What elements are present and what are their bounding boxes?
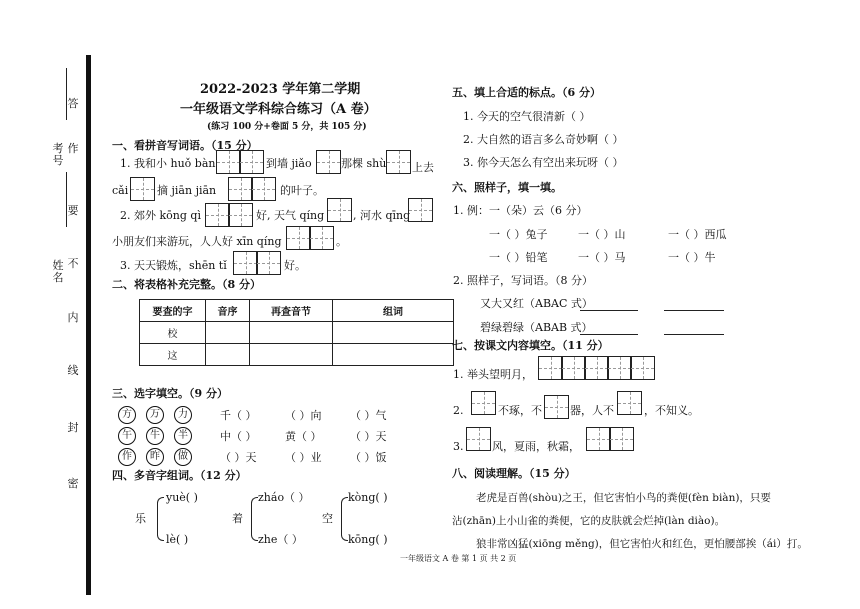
tianzige-box[interactable] — [471, 391, 496, 415]
measure-item: 一（ ）马 — [578, 251, 626, 264]
char-circle: 午 — [118, 427, 136, 445]
dictionary-table — [139, 299, 454, 366]
punct-item: 3. 你今天怎么有空出来玩呀（ ） — [463, 156, 624, 169]
punct-item: 2. 大自然的语言多么奇妙啊（ ） — [463, 133, 624, 146]
recite-line-2-a: 2. — [453, 404, 464, 417]
fill-item: 黄（ ） — [285, 430, 322, 443]
table-header: 要查的字 — [140, 300, 206, 322]
fill-item: （ ）天 — [220, 451, 257, 464]
binding-bar — [86, 55, 91, 595]
tianzige-box[interactable] — [544, 395, 569, 419]
q1-line1-a: 1. 我和小 huǒ bàn — [120, 157, 216, 170]
table-cell[interactable] — [250, 344, 333, 366]
table-row — [140, 344, 454, 366]
q1-line1-d: 上去 — [412, 161, 434, 174]
pattern-question: 2. 照样子，写词语。（8 分） — [453, 274, 593, 287]
side-label: 线 — [67, 364, 79, 377]
polyphone-a: zháo（ ） — [258, 491, 310, 504]
q1-line2-c: 的叶子。 — [280, 184, 324, 197]
q1-line3-a: 2. 郊外 kōng qì — [120, 209, 201, 222]
tianzige-box[interactable] — [609, 427, 634, 451]
table-cell[interactable] — [333, 322, 454, 344]
table-header: 再查音节 — [250, 300, 333, 322]
side-label: 内 — [67, 311, 79, 324]
recite-line-3-a: 3. — [453, 440, 464, 453]
q1-line3-b: 好, 天气 qíng — [256, 209, 325, 222]
polyphone-a: yuè( ) — [166, 491, 198, 504]
tianzige-box[interactable] — [584, 356, 609, 380]
side-label: 不 — [67, 257, 79, 270]
page-footer: 一年级语文 A 卷 第 1 页 共 2 页 — [400, 554, 517, 563]
answer-line[interactable] — [664, 310, 724, 311]
q1-line2-a: cǎi — [112, 184, 129, 197]
polyphone-b: zhe（ ） — [258, 533, 303, 546]
side-label: 要 — [67, 204, 79, 217]
exam-subtitle: (练习 100 分+卷面 5 分，共 105 分) — [207, 122, 367, 132]
section-6-heading: 六、照样子，填一填。 — [452, 181, 562, 194]
table-cell[interactable] — [250, 322, 333, 344]
measure-item: 一（ ）铅笔 — [489, 251, 548, 264]
answer-line[interactable] — [580, 310, 638, 311]
char-circle: 力 — [174, 406, 192, 424]
reading-line: 狼非常凶猛(xiōng měng)，但它害怕火和红色，更怕腰部挨（ái）打。 — [476, 538, 808, 550]
measure-item: 一（ ）山 — [578, 228, 626, 241]
exam-title: 一年级语文学科综合练习（A 卷） — [180, 102, 377, 117]
q1-line1-c: 那棵 shù — [341, 157, 387, 170]
recite-line-2-c: 器，人不 — [570, 404, 614, 417]
tianzige-box[interactable] — [256, 251, 281, 275]
side-label: 封 — [67, 421, 79, 434]
fill-item: （ ）业 — [285, 451, 322, 464]
section-8-heading: 八、阅读理解。（15 分） — [452, 467, 576, 480]
answer-line[interactable] — [580, 334, 638, 335]
q1-line3-c: , 河水 qīng — [353, 209, 411, 222]
side-label: 考号 — [52, 142, 64, 167]
q1-line2-b: 摘 jiān jiān — [157, 184, 217, 197]
tianzige-box[interactable] — [309, 226, 334, 250]
char-circle: 万 — [146, 406, 164, 424]
side-label: 密 — [67, 477, 79, 490]
side-label: 姓名 — [52, 259, 64, 284]
fill-item: 中（ ） — [220, 430, 257, 443]
section-2-heading: 二、将表格补充完整。（8 分） — [112, 278, 261, 291]
char-circle: 作 — [118, 448, 136, 466]
table-cell[interactable] — [206, 344, 250, 366]
side-label: 答 — [67, 97, 79, 110]
table-header: 音序 — [206, 300, 250, 322]
char-circle: 方 — [118, 406, 136, 424]
polyphone-char: 空 — [322, 512, 333, 525]
recite-line-2-d: ，不知义。 — [644, 404, 699, 417]
section-3-heading: 三、选字填空。（9 分） — [112, 387, 228, 400]
fill-item: （ ）向 — [285, 409, 322, 422]
q1-line1-b: 到墙 jiǎo — [266, 157, 312, 170]
tianzige-box[interactable] — [228, 203, 253, 227]
brace — [251, 497, 258, 541]
tianzige-box[interactable] — [327, 198, 352, 222]
q1-line5-a: 3. 天天锻炼，shēn tǐ — [120, 259, 227, 272]
punct-item: 1. 今天的空气很清新（ ） — [463, 110, 591, 123]
polyphone-char: 着 — [232, 512, 243, 525]
reading-line: 沾(zhān)上小山雀的粪便，它的皮肤就会烂掉(làn diào)。 — [452, 515, 726, 527]
tianzige-box[interactable] — [466, 427, 491, 451]
fill-item: （ ）气 — [350, 409, 387, 422]
char-circle: 做 — [174, 448, 192, 466]
section-7-heading: 七、按课文内容填空。（11 分） — [452, 339, 609, 352]
tianzige-box[interactable] — [617, 391, 642, 415]
q1-line4-a: 小朋友们来游玩，人人好 xīn qíng — [112, 235, 282, 248]
polyphone-b: kōng( ) — [348, 533, 388, 546]
measure-item: 一（ ）兔子 — [489, 228, 548, 241]
table-cell: 这 — [140, 344, 206, 366]
tianzige-box[interactable] — [386, 150, 411, 174]
tianzige-box[interactable] — [538, 356, 563, 380]
answer-line[interactable] — [664, 334, 724, 335]
recite-line-3-b: 风，夏雨，秋霜， — [492, 440, 580, 453]
tianzige-box[interactable] — [205, 203, 230, 227]
pattern-example-1: 又大又红（ABAC 式） — [480, 297, 593, 310]
measure-item: 一（ ）牛 — [668, 251, 716, 264]
brace — [157, 497, 164, 541]
tianzige-box[interactable] — [586, 427, 611, 451]
tianzige-box[interactable] — [630, 356, 655, 380]
fill-item: （ ）饭 — [350, 451, 387, 464]
char-circle: 牛 — [146, 427, 164, 445]
section-1-heading: 一、看拼音写词语。（15 分） — [112, 139, 258, 152]
tianzige-box[interactable] — [286, 226, 311, 250]
tianzige-box[interactable] — [408, 198, 433, 222]
section-5-heading: 五、填上合适的标点。（6 分） — [452, 86, 601, 99]
tianzige-box[interactable] — [233, 251, 258, 275]
tianzige-box[interactable] — [561, 356, 586, 380]
q1-line5-b: 好。 — [284, 259, 306, 272]
tianzige-box[interactable] — [130, 177, 155, 201]
reading-line: 老虎是百兽(shòu)之王，但它害怕小鸟的粪便(fèn biàn)，只要 — [476, 492, 771, 504]
tianzige-box[interactable] — [316, 150, 341, 174]
table-cell[interactable] — [333, 344, 454, 366]
tianzige-box[interactable] — [216, 150, 241, 174]
recite-line-1: 1. 举头望明月， — [453, 368, 533, 381]
polyphone-b: lè( ) — [166, 533, 189, 546]
brace — [341, 497, 348, 541]
char-circle: 昨 — [146, 448, 164, 466]
exam-year: 2022-2023 学年第二学期 — [200, 82, 361, 97]
fill-item: （ ）天 — [350, 430, 387, 443]
table-row — [140, 322, 454, 344]
measure-item: 一（ ）西瓜 — [668, 228, 727, 241]
fill-item: 千（ ） — [220, 409, 257, 422]
pattern-example-2: 碧绿碧绿（ABAB 式） — [480, 321, 593, 334]
polyphone-char: 乐 — [135, 512, 146, 525]
table-cell[interactable] — [206, 322, 250, 344]
table-header: 组词 — [333, 300, 454, 322]
tianzige-box[interactable] — [607, 356, 632, 380]
side-label: 作 — [67, 142, 79, 155]
recite-line-2-b: 不琢，不 — [498, 404, 542, 417]
example-line: 1. 例：一（朵）云（6 分） — [453, 204, 588, 217]
tianzige-box[interactable] — [239, 150, 264, 174]
table-cell: 校 — [140, 322, 206, 344]
binding-line-2 — [66, 172, 67, 227]
tianzige-box[interactable] — [228, 177, 253, 201]
q1-line4-b: 。 — [336, 235, 347, 248]
tianzige-box[interactable] — [251, 177, 276, 201]
binding-line-1 — [66, 68, 67, 120]
char-circle: 半 — [174, 427, 192, 445]
polyphone-a: kòng( ) — [348, 491, 388, 504]
section-4-heading: 四、多音字组词。（12 分） — [112, 469, 247, 482]
